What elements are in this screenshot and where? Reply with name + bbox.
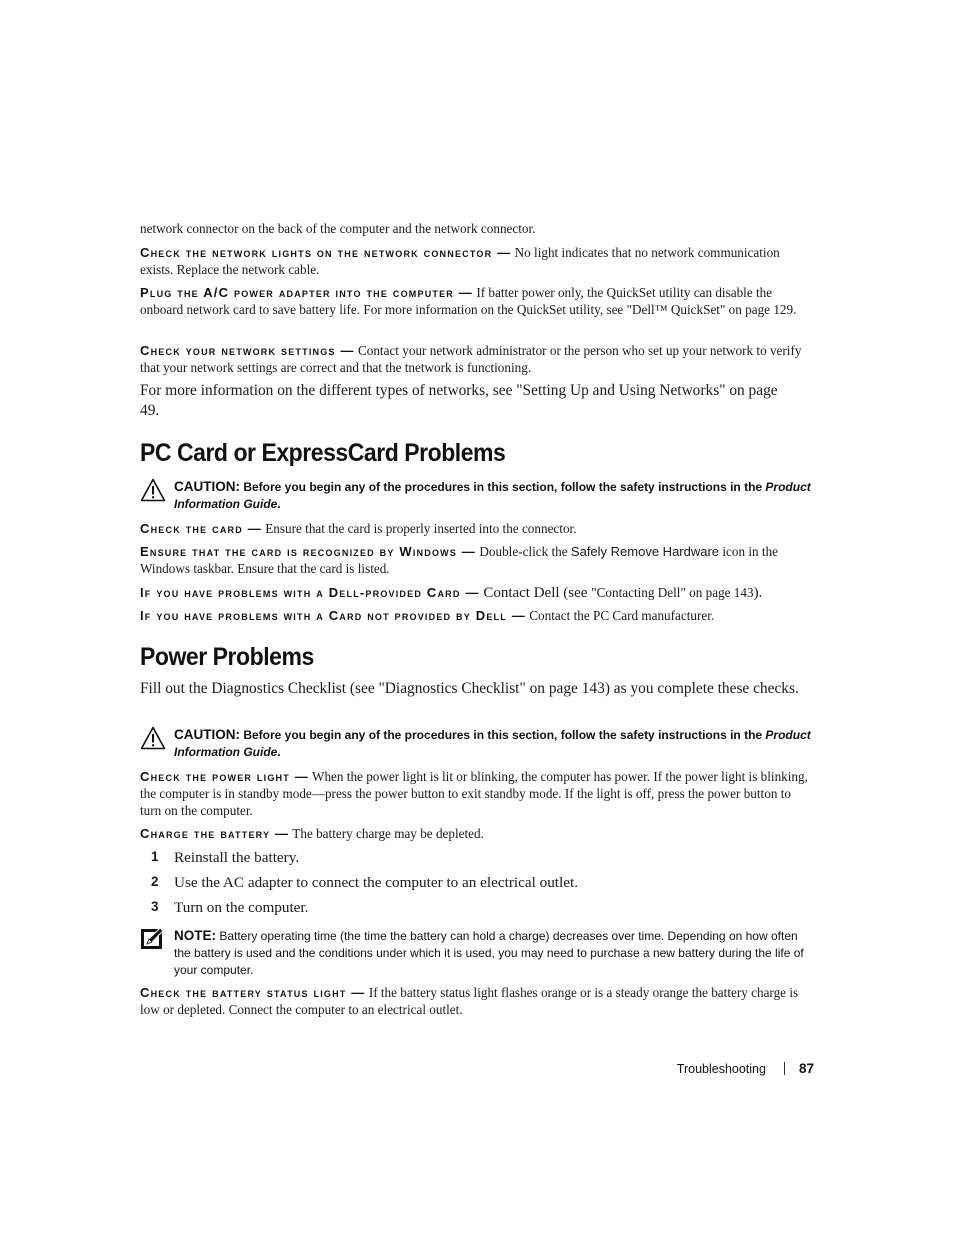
intro-text: network connector on the back of the computer and the network connector. [140,221,536,236]
footer-section-title: Troubleshooting [676,1062,766,1076]
item-text: When the power light is lit or blinking, the computer has power. If the power light is blinking, the computer is in standby mode—press the power button to exit standby mode. If the light is off, press the power button to turn on the computer. [140,769,808,818]
item-text-end: icon in the Windows taskbar. Ensure that the card is listed. [140,544,779,576]
item-lead: Ensure that the card is recognized by Windows — [140,544,477,559]
note-label: NOTE: [174,928,216,943]
item-text: Contact Dell (see [479,585,592,601]
item-lead: If you have problems with a Card not provided by Dell — [140,608,526,623]
card-recognized-item [140,543,812,577]
list-item [140,848,812,873]
caution-body: Before you begin any of the procedures in this section, follow the safety instructions in the [240,728,766,742]
contacting-dell-link[interactable]: "Contacting Dell" on page 143 [591,585,754,600]
note-pencil-icon [140,927,166,951]
step-number: 1 [151,849,159,864]
battery-steps-list [140,848,812,923]
check-card-item [140,520,812,537]
item-text-end: ). [753,585,763,601]
step-number: 3 [151,899,159,914]
caution-body: Before you begin any of the procedures in this section, follow the safety instructions in the [240,480,766,494]
item-lead: Plug the A/C power adapter into the computer — [140,285,474,300]
power-intro-text: Fill out the Diagnostics Checklist (see "Diagnostics Checklist" on page 143) as you complete these checks. [140,680,799,697]
step-text: Use the AC adapter to connect the computer to an electrical outlet. [174,874,579,891]
caution-label: CAUTION: [174,479,240,494]
item-text: Double-click the [476,544,571,559]
pc-card-caution [140,478,814,513]
caution-text [174,478,814,513]
footer-divider [784,1062,785,1075]
safely-remove-hardware-label: Safely Remove Hardware [570,544,720,559]
item-text: If batter power only, the QuickSet utility can disable the onboard network card to save battery life. For more information on the QuickSet utility, see "Dell™ QuickSet" on page 129. [140,285,797,317]
page-footer [600,1061,814,1076]
item-text: The battery charge may be depleted. [289,826,484,841]
battery-note [140,927,814,979]
item-lead: Check the battery status light — [140,985,366,1000]
ac-adapter-item [140,284,812,318]
item-text: Ensure that the card is properly inserted into the connector. [261,521,577,536]
caution-text [174,726,814,761]
note-text [174,927,814,979]
item-lead: Check your network settings — [140,343,355,358]
item-lead: Check the card — [140,521,262,536]
battery-status-light-item [140,984,812,1018]
caution-end: . [277,745,281,759]
caution-label: CAUTION: [174,727,240,742]
power-light-item [140,768,812,819]
pc-card-heading: PC Card or ExpressCard Problems [140,439,506,467]
network-settings-item [140,342,812,376]
non-dell-card-item [140,607,812,624]
item-text: If the battery status light flashes orange or is a steady orange the battery charge is low or depleted. Connect the computer to an electrical outlet. [140,985,799,1017]
item-text: Contact your network administrator or the person who set up your network to verify that your network settings are correct and that the tnetwork is functioning. [140,343,802,375]
power-heading: Power Problems [140,643,314,671]
list-item [140,898,812,923]
dell-provided-card-item [140,584,812,602]
item-lead: Check the power light — [140,769,309,784]
item-text: No light indicates that no network communication exists. Replace the network cable. [140,245,780,277]
step-text: Turn on the computer. [174,899,309,916]
more-info-text: For more information on the different types of networks, see "Setting Up and Using Networks" on page 49. [140,382,778,419]
caution-triangle-icon [140,726,166,750]
charge-battery-item [140,825,812,842]
caution-triangle-icon [140,478,166,502]
item-lead: Check the network lights on the network connector — [140,245,512,260]
power-caution [140,726,814,761]
list-item [140,873,812,898]
network-lights-item [140,244,812,278]
item-text: Contact the PC Card manufacturer. [525,608,715,623]
caution-end: . [277,497,281,511]
item-lead: Charge the battery — [140,826,290,841]
doc-reference: Product Information Guide [174,728,811,759]
doc-reference: Product Information Guide [174,480,811,511]
item-lead: If you have problems with a Dell-provided Card — [140,585,480,600]
page-number: 87 [798,1061,814,1076]
step-number: 2 [151,874,159,889]
step-text: Reinstall the battery. [174,849,300,866]
note-body: Battery operating time (the time the battery can hold a charge) decreases over time. Depending on how often the battery is used and the conditions under which it is used, you may need to purchase a new battery during the life of your computer. [174,929,804,977]
